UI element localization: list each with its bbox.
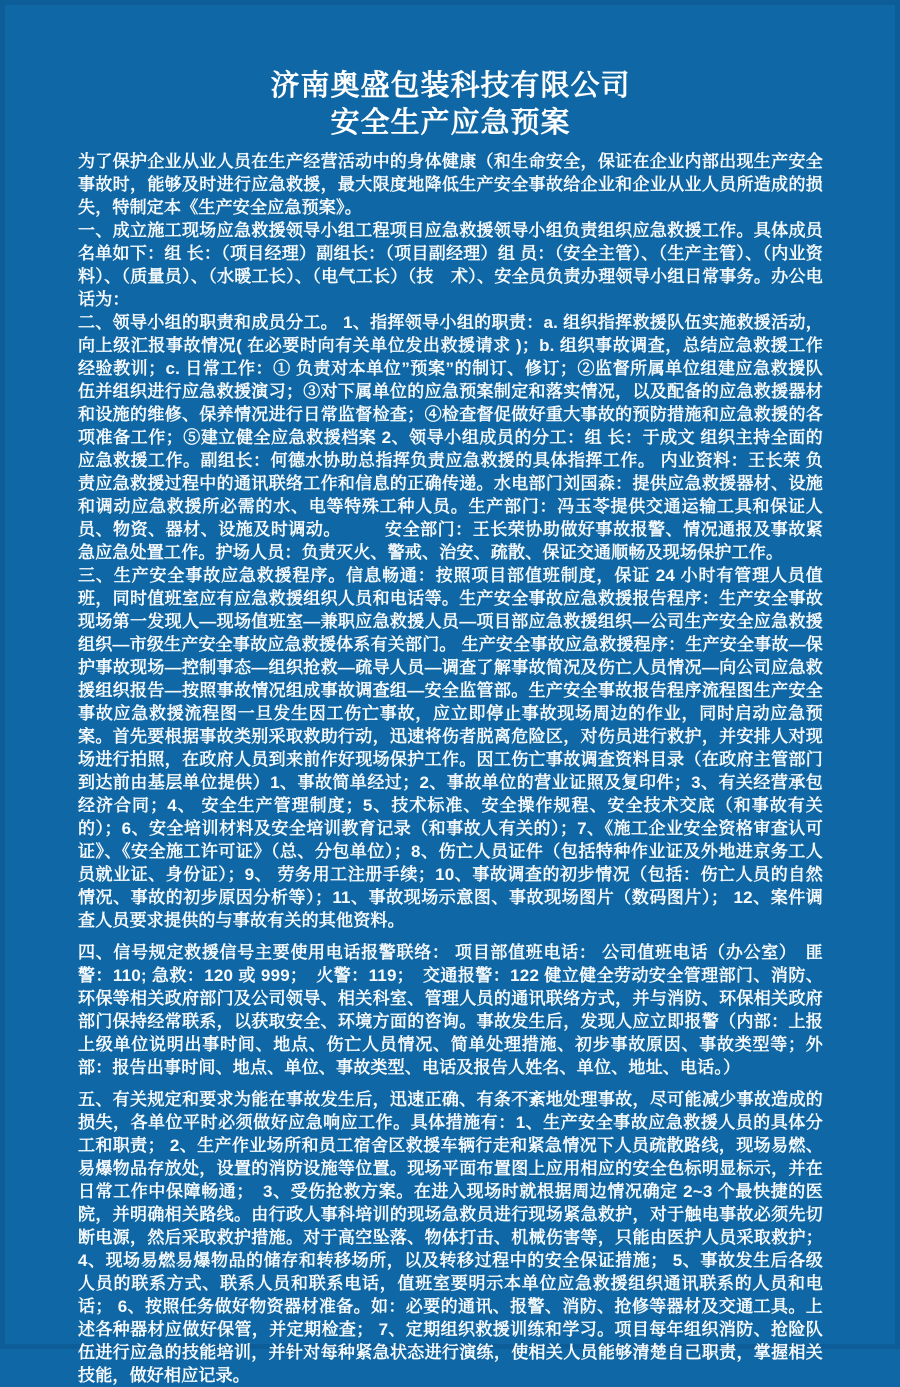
document-title-line-1: 济南奥盛包装科技有限公司 [270, 70, 631, 102]
paragraph-section-5: 五、有关规定和要求为能在事故发生后，迅速正确、有条不紊地处理事故，尽可能减少事故造成的损失，各单位平时必须做好应急响应工作。具体措施有：1、生产安全事故应急救援人员的具体分工和职责； 2、生产作业场所和员工宿舍区救援车辆行走和紧急情况下人员疏散路线，现场易燃、易爆物品存放处，设置的消防设施等位置。现场平面布置图上应用相应的安全色标明显标示，并在日常工作中保障畅通； 3、受伤抢救方案。在进入现场时就根据周边情况确定 2~3 个最快捷的医院，并明确相关路线。由行政人事科培训的现场急救员进行现场紧急救护，对于触电事故必须先切断电源，然后采取救护措施。对于高空坠落、物体打击、机械伤害等，只能由医护人员采取救护； 4、现场易燃易爆物品的储存和转移场所，以及转移过程中的安全保证措施； 5、事故发生后各级人员的联系方式、联系人员和联系电话，值班室要明示本单位应急救援组织通讯联系的人员和电话； 6、按照任务做好物资器材准备。如：必要的通讯、报警、消防、抢修等器材及交通工具。上述各种器材应做好保管，并定期检查； 7、定期组织救援训练和学习。项目每年组织消防、抢险队伍进行应急的技能培训，并针对每种紧急状态进行演练，使相关人员能够清楚自己职责，掌握相关技能，做好相应记录。 [78, 1090, 828, 1385]
paragraph-section-3: 三、生产安全事故应急救援程序。信息畅通：按照项目部值班制度，保证 24 小时有管理人员值班，同时值班室应有应急救援组织人员和电话等。生产安全事故应急救援报告程序：生产安全事故现场第一发现人—现场值班室—兼职应急救援人员—项目部应急救援组织—公司生产安全应急救援组织—市级生产安全事故应急救援体系有关部门。 生产安全事故应急救援程序：生产安全事故—保护事故现场—控制事态—组织抢救—疏导人员—调查了解事故简况及伤亡人员情况—向公司应急救援组织报告—按照事故情况组成事故调查组—安全监管部。生产安全事故报告程序流程图生产安全事故应急救援流程图一旦发生因工伤亡事故，应立即停止事故现场周边的作业，同时启动应急预案。首先要根据事故类别采取救助行动，迅速将伤者脱离危险区，对伤员进行救护，并安排人对现场进行拍照，在政府人员到来前作好现场保护工作。因工伤亡事故调查资料目录（在政府主管部门到达前由基层单位提供）1、事故简单经过；2、事故单位的营业证照及复印件；3、有关经营承包经济合同；4、 安全生产管理制度；5、技术标准、安全操作规程、安全技术交底（和事故有关的）；6、安全培训材料及安全培训教育记录（和事故人有关的）；7、《施工企业安全资格审查认可证》、《安全施工许可证》（总、分包单位）；8、伤亡人员证件（包括特种作业证及外地进京务工人员就业证、身份证）；9、 劳务用工注册手续；10、事故调查的初步情况（包括：伤亡人员的自然情况、事故的初步原因分析等）；11、事故现场示意图、事故现场图片（数码图片）； 12、案件调查人员要求提供的与事故有关的其他资料。 [78, 566, 823, 930]
paragraph-section-2: 二、领导小组的职责和成员分工。 1、指挥领导小组的职责：a. 组织指挥救援队伍实施救援活动，向上级汇报事故情况( 在必要时向有关单位发出救援请求 )；b. 组织事故调查，总结应急救援工作经验教训；c. 日常工作：① 负责对本单位”预案”的制订、修订；②监督所属单位组建应急救援队伍并组织进行应急救援演习；③对下属单位的应急预案制定和落实情况，以及配备的应急救援器材和设施的维修、保养情况进行日常监督检查；④检查督促做好重大事故的预防措施和应急救援的各项准备工作；⑤建立健全应急救援档案 2、领导小组成员的分工：组 长：于成文 组织主持全面的应急救援工作。副组长：何德水协助总指挥负责应急救援的具体指挥工作。 内业资料：王长荣 负责应急救援过程中的通讯联络工作和信息的正确传递。水电部门刘国森：提供应急救援器材、设施和调动应急救援所必需的水、电等特殊工种人员。生产部门：冯玉苓提供交通运输工具和保证人员、物资、器材、设施及时调动。 安全部门：王长荣协助做好事故报警、情况通报及事故紧急应急处置工作。护场人员：负责灭火、警戒、治安、疏散、保证交通顺畅及现场保护工作。 [78, 313, 823, 562]
paragraph-section-1: 一、成立施工现场应急救援领导小组工程项目应急救援领导小组负责组织应急救援工作。具体成员名单如下：组 长：（项目经理）副组长：（项目副经理）组 员：（安全主管）、（生产主管）、（内业资料）、（质量员）、（水暖工长）、（电气工长）（技 术）、安全员负责办理领导小组日常事务。办公电话为： [78, 221, 823, 309]
paragraph-intro: 为了保护企业从业人员在生产经营活动中的身体健康（和生命安全，保证在企业内部出现生产安全事故时，能够及时进行应急救援，最大限度地降低生产安全事故给企业和企业从业人员所造成的损失，特制定本《生产安全应急预案》。 [78, 152, 823, 217]
paragraph-section-4: 四、信号规定救援信号主要使用电话报警联络： 项目部值班电话： 公司值班电话（办公室） 匪警：110; 急救：120 或 999； 火警：119； 交通报警：122 健立健全劳动安全管理部门、消防、环保等相关政府部门及公司领导、相关科室、管理人员的通讯联络方式，并与消防、环保相关政府部门保持经常联系，以获取安全、环境方面的咨询。事故发生后，发现人应立即报警（内部：上报上级单位说明出事时间、地点、伤亡人员情况、简单处理措施、初步事故原因、事故类型等；外部：报告出事时间、地点、单位、事故类型、电话及报告人姓名、单位、地址、电话。） [78, 943, 823, 1077]
document-body [78, 150, 828, 1387]
document-title [78, 68, 823, 142]
document-title-line-2: 安全生产应急预案 [330, 107, 571, 139]
